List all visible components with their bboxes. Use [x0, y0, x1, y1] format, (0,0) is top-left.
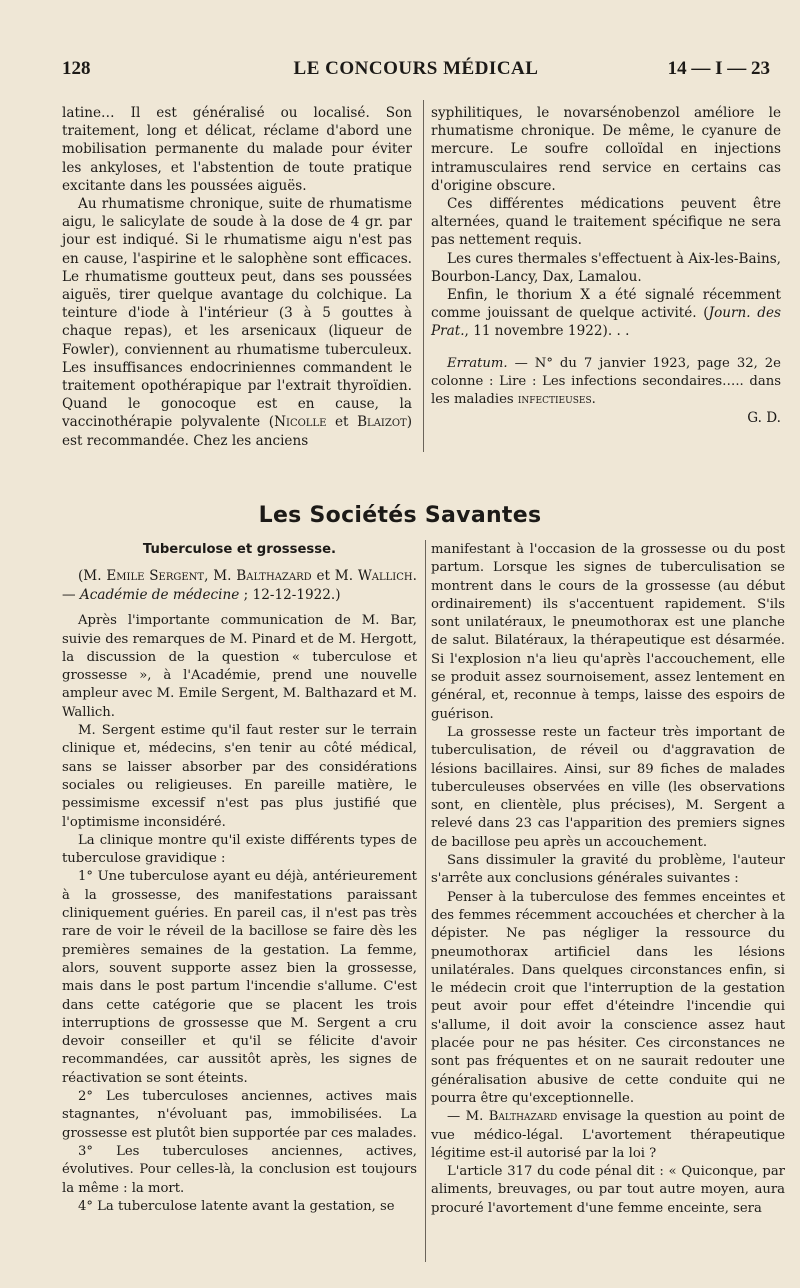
signature: G. D. [747, 410, 781, 427]
article-title: Tuberculose et grossesse. [142, 542, 337, 557]
paragraph: 4° La tuberculose latente avant la gestation, se [78, 1198, 395, 1214]
paragraph: 1° Une tuberculose ayant eu déjà, antérieurement à la grossesse, des manifestations paraissant cliniquement guéries. En pareil cas, il n'est pas très rare de voir le réveil de la bacillose se faire dès les premières semaines de la gestation. La femme, alors, souvent supporte assez bien la grossesse, mais dans le post partum l'incendie s'allume. C'est dans cette catégorie que se placent les trois interruptions de grossesse que M. Sergent a cru devoir conseiller et qu'il se félicite d'avoir recommandées, car aussitôt après, les signes de réactivation se sont éteints. [62, 869, 417, 1086]
paragraph: Les cures thermales s'effectuent à Aix-les-Bains, Bourbon-Lancy, Dax, Lamalou. [431, 250, 781, 285]
paragraph: latine… Il est généralisé ou localisé. Son traitement, long et délicat, réclame d'abord une mobilisation permanente du malade pour éviter les ankyloses, et l'abstention de toute pratique excitante dans les poussées aiguës. [62, 105, 412, 194]
column-divider [425, 540, 426, 1262]
paragraph: syphilitiques, le novarsénobenzol améliore le rhumatisme chronique. De même, le cyanure de mercure. Le soufre colloïdal en injections intramusculaires rend service en certains cas d'origine obscure. [431, 105, 781, 194]
paragraph: manifestant à l'occasion de la grossesse ou du post partum. Lorsque les signes de tuberculisation se montrent dans le cours de la grossesse (au début ordinairement) ils s'accentuent rapidement. S'ils sont unilatéraux, le pneumothorax est une planche de salut. Bilatéraux, la thérapeutique est désarmée. Si l'explosion n'a lieu qu'après l'accouchement, elle se produit assez sournoisement, assez lentement en général, et, reconnue à temps, laisse des espoirs de guérison. [431, 542, 785, 722]
page-header [62, 58, 770, 84]
paragraph: Au rhumatisme chronique, suite de rhumatisme aigu, le salicylate de soude à la dose de 4 gr. par jour est indiqué. Si le rhumatisme aigu n'est pas en cause, l'aspirine et le salophène sont efficaces. Le rhumatisme goutteux peut, dans ses poussées aiguës, tirer quelque avantage du colchique. La teinture d'iode à l'intérieur (3 à 5 gouttes à chaque repas), et les arsenicaux (liqueur de Fowler), conviennent au rhumatisme tuberculeux. Les insuffisances endocriniennes commandent le traitement opothérapique par l'extrait thyroïdien. Quand le gonocoque est en cause, la vaccinothérapie polyvalente (Nicolle et Blaizot) est recommandée. Chez les anciens [62, 196, 412, 449]
paragraph: M. Sergent estime qu'il faut rester sur le terrain clinique et, médecins, s'en tenir au côté médical, sans se laisser absorber par des considérations sociales ou religieuses. En pareille matière, le pessimisme excessif n'est pas plus justifié que l'optimisme inconsidéré. [62, 723, 417, 830]
paragraph: L'article 317 du code pénal dit : « Quiconque, par aliments, breuvages, ou par tout autre moyen, aura procuré l'avortement d'une femme enceinte, sera [431, 1164, 785, 1216]
paragraph: 3° Les tuberculoses anciennes, actives, évolutives. Pour celles-là, la conclusion est toujours la même : la mort. [62, 1143, 417, 1196]
column-divider [423, 100, 424, 452]
top-right-column [431, 104, 781, 427]
journal-title: LE CONCOURS MÉDICAL [293, 58, 539, 79]
paragraph: Enfin, le thorium X a été signalé récemment comme jouissant de quelque activité. (Journ. des Prat., 11 novembre 1922). . . [431, 287, 781, 340]
erratum-note: Erratum. — N° du 7 janvier 1923, page 32, 2e colonne : Lire : Les infections secondaires….. dans les maladies infectieuses. [431, 355, 781, 408]
paragraph: La grossesse reste un facteur très important de tuberculisation, de réveil ou d'aggravation de lésions bacillaires. Ainsi, sur 89 fiches de malades tuberculeuses observées en ville (les observations sont, en clientèle, plus précises), M. Sergent a relevé dans 23 cas l'apparition des premiers signes de bacillose peu après un accouchement. [431, 724, 785, 850]
paragraph: La clinique montre qu'il existe différents types de tuberculose gravidique : [62, 832, 417, 867]
paragraph: 2° Les tuberculoses anciennes, actives mais stagnantes, n'évoluant pas, immobilisées. La grossesse est plutôt bien supportée par ces malades. [62, 1089, 417, 1141]
paragraph: Penser à la tuberculose des femmes enceintes et des femmes récemment accouchées et chercher à la dépister. Ne pas négliger la ressource du pneumothorax artificiel dans les lésions unilatérales. Dans quelques circonstances enfin, si le médecin croit que l'interruption de la gestation peut avoir pour effet d'éteindre l'incendie qui s'allume, il doit avoir la conscience assez haut placée pour ne pas hésiter. Ces circonstances ne sont pas fréquentes et on ne saurait redouter une généralisation abusive de cette conduite qui ne pourra être qu'exceptionnelle. [431, 889, 785, 1106]
page-number: 128 [62, 58, 91, 79]
article-authors: (M. Emile Sergent, M. Balthazard et M. Wallich. — Académie de médecine ; 12-12-1922.) [62, 568, 417, 603]
paragraph: Sans dissimuler la gravité du problème, l'auteur s'arrête aux conclusions générales suivantes : [431, 853, 785, 887]
article-left-column [62, 541, 417, 1216]
top-left-column [62, 104, 412, 450]
paragraph: Après l'importante communication de M. Bar, suivie des remarques de M. Pinard et de M. Hergott, la discussion de la question « tuberculose et grossesse », à l'Académie, prend une nouvelle ampleur avec M. Emile Sergent, M. Balthazard et M. Wallich. [62, 613, 417, 720]
issue-date: 14 — I — 23 [667, 58, 770, 79]
article-right-column [431, 541, 785, 1218]
paragraph: Ces différentes médications peuvent être alternées, quand le traitement spécifique ne sera pas nettement requis. [431, 196, 781, 249]
section-title: Les Sociétés Savantes [258, 503, 542, 528]
paragraph: — M. Balthazard envisage la question au point de vue médico-légal. L'avortement thérapeutique légitime est-il autorisé par la loi ? [431, 1109, 785, 1161]
